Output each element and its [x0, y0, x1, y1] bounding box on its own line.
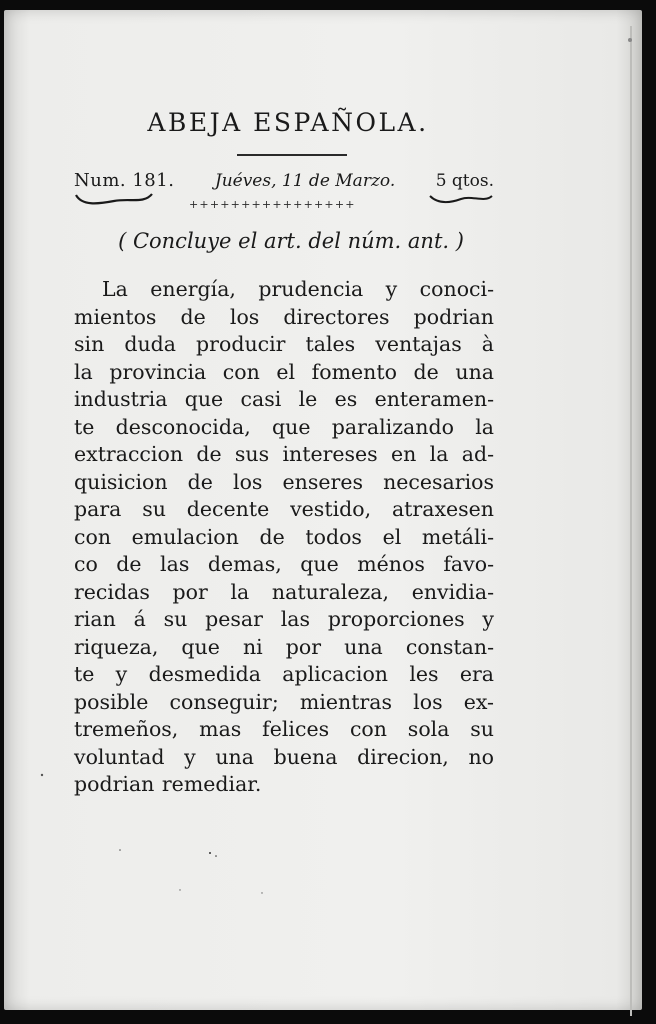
title-rule [237, 154, 347, 156]
right-swash-ornament [428, 192, 494, 206]
dateline [74, 170, 494, 192]
body-line: podrian remediar. [74, 772, 262, 796]
left-swash-ornament [74, 192, 154, 206]
body-line: te y desmedida aplicacion les era [74, 662, 494, 686]
issue-price: 5 qtos. [435, 171, 494, 191]
body-line: sin duda producir tales ventajas à [74, 332, 494, 356]
body-line: la provincia con el fomento de una [74, 359, 494, 384]
body-line: extraccion de sus intereses en la ad- [74, 442, 494, 466]
body-line: industria que casi le es enteramen- [74, 387, 494, 411]
body-line: con emulacion de todos el metáli- [74, 524, 494, 549]
article-subtitle: ( Concluye el art. del núm. ant. ) [118, 229, 464, 253]
newspaper-title: ABEJA ESPAÑOLA. [147, 108, 429, 137]
body-line: quisicion de los enseres necesarios [74, 469, 494, 494]
body-line: La energía, prudencia y conoci- [102, 277, 494, 301]
page-edge [630, 26, 632, 1016]
body-line: tremeños, mas felices con sola su [74, 717, 494, 741]
issue-number: Num. 181. [74, 170, 175, 191]
body-line: recidas por la naturaleza, envidia- [74, 579, 494, 604]
flourish-row [74, 192, 494, 214]
cross-ornament-line: ++++++++++++++++ [189, 198, 356, 211]
body-line: te desconocida, que paralizando la [74, 414, 494, 439]
body-line: posible conseguir; mientras los ex- [74, 689, 494, 714]
issue-date: Juéves, 11 de Marzo. [214, 171, 396, 191]
article [74, 108, 494, 799]
body-line: para su decente vestido, atraxesen [74, 497, 494, 521]
body-line: mientos de los directores podrian [74, 304, 494, 329]
body-line: co de las demas, que ménos favo- [74, 552, 494, 576]
body-line: riqueza, que ni por una constan- [74, 634, 494, 659]
article-body [74, 276, 494, 799]
body-line: voluntad y una buena direcion, no [74, 744, 494, 769]
body-line: rian á su pesar las proporciones y [74, 607, 494, 631]
